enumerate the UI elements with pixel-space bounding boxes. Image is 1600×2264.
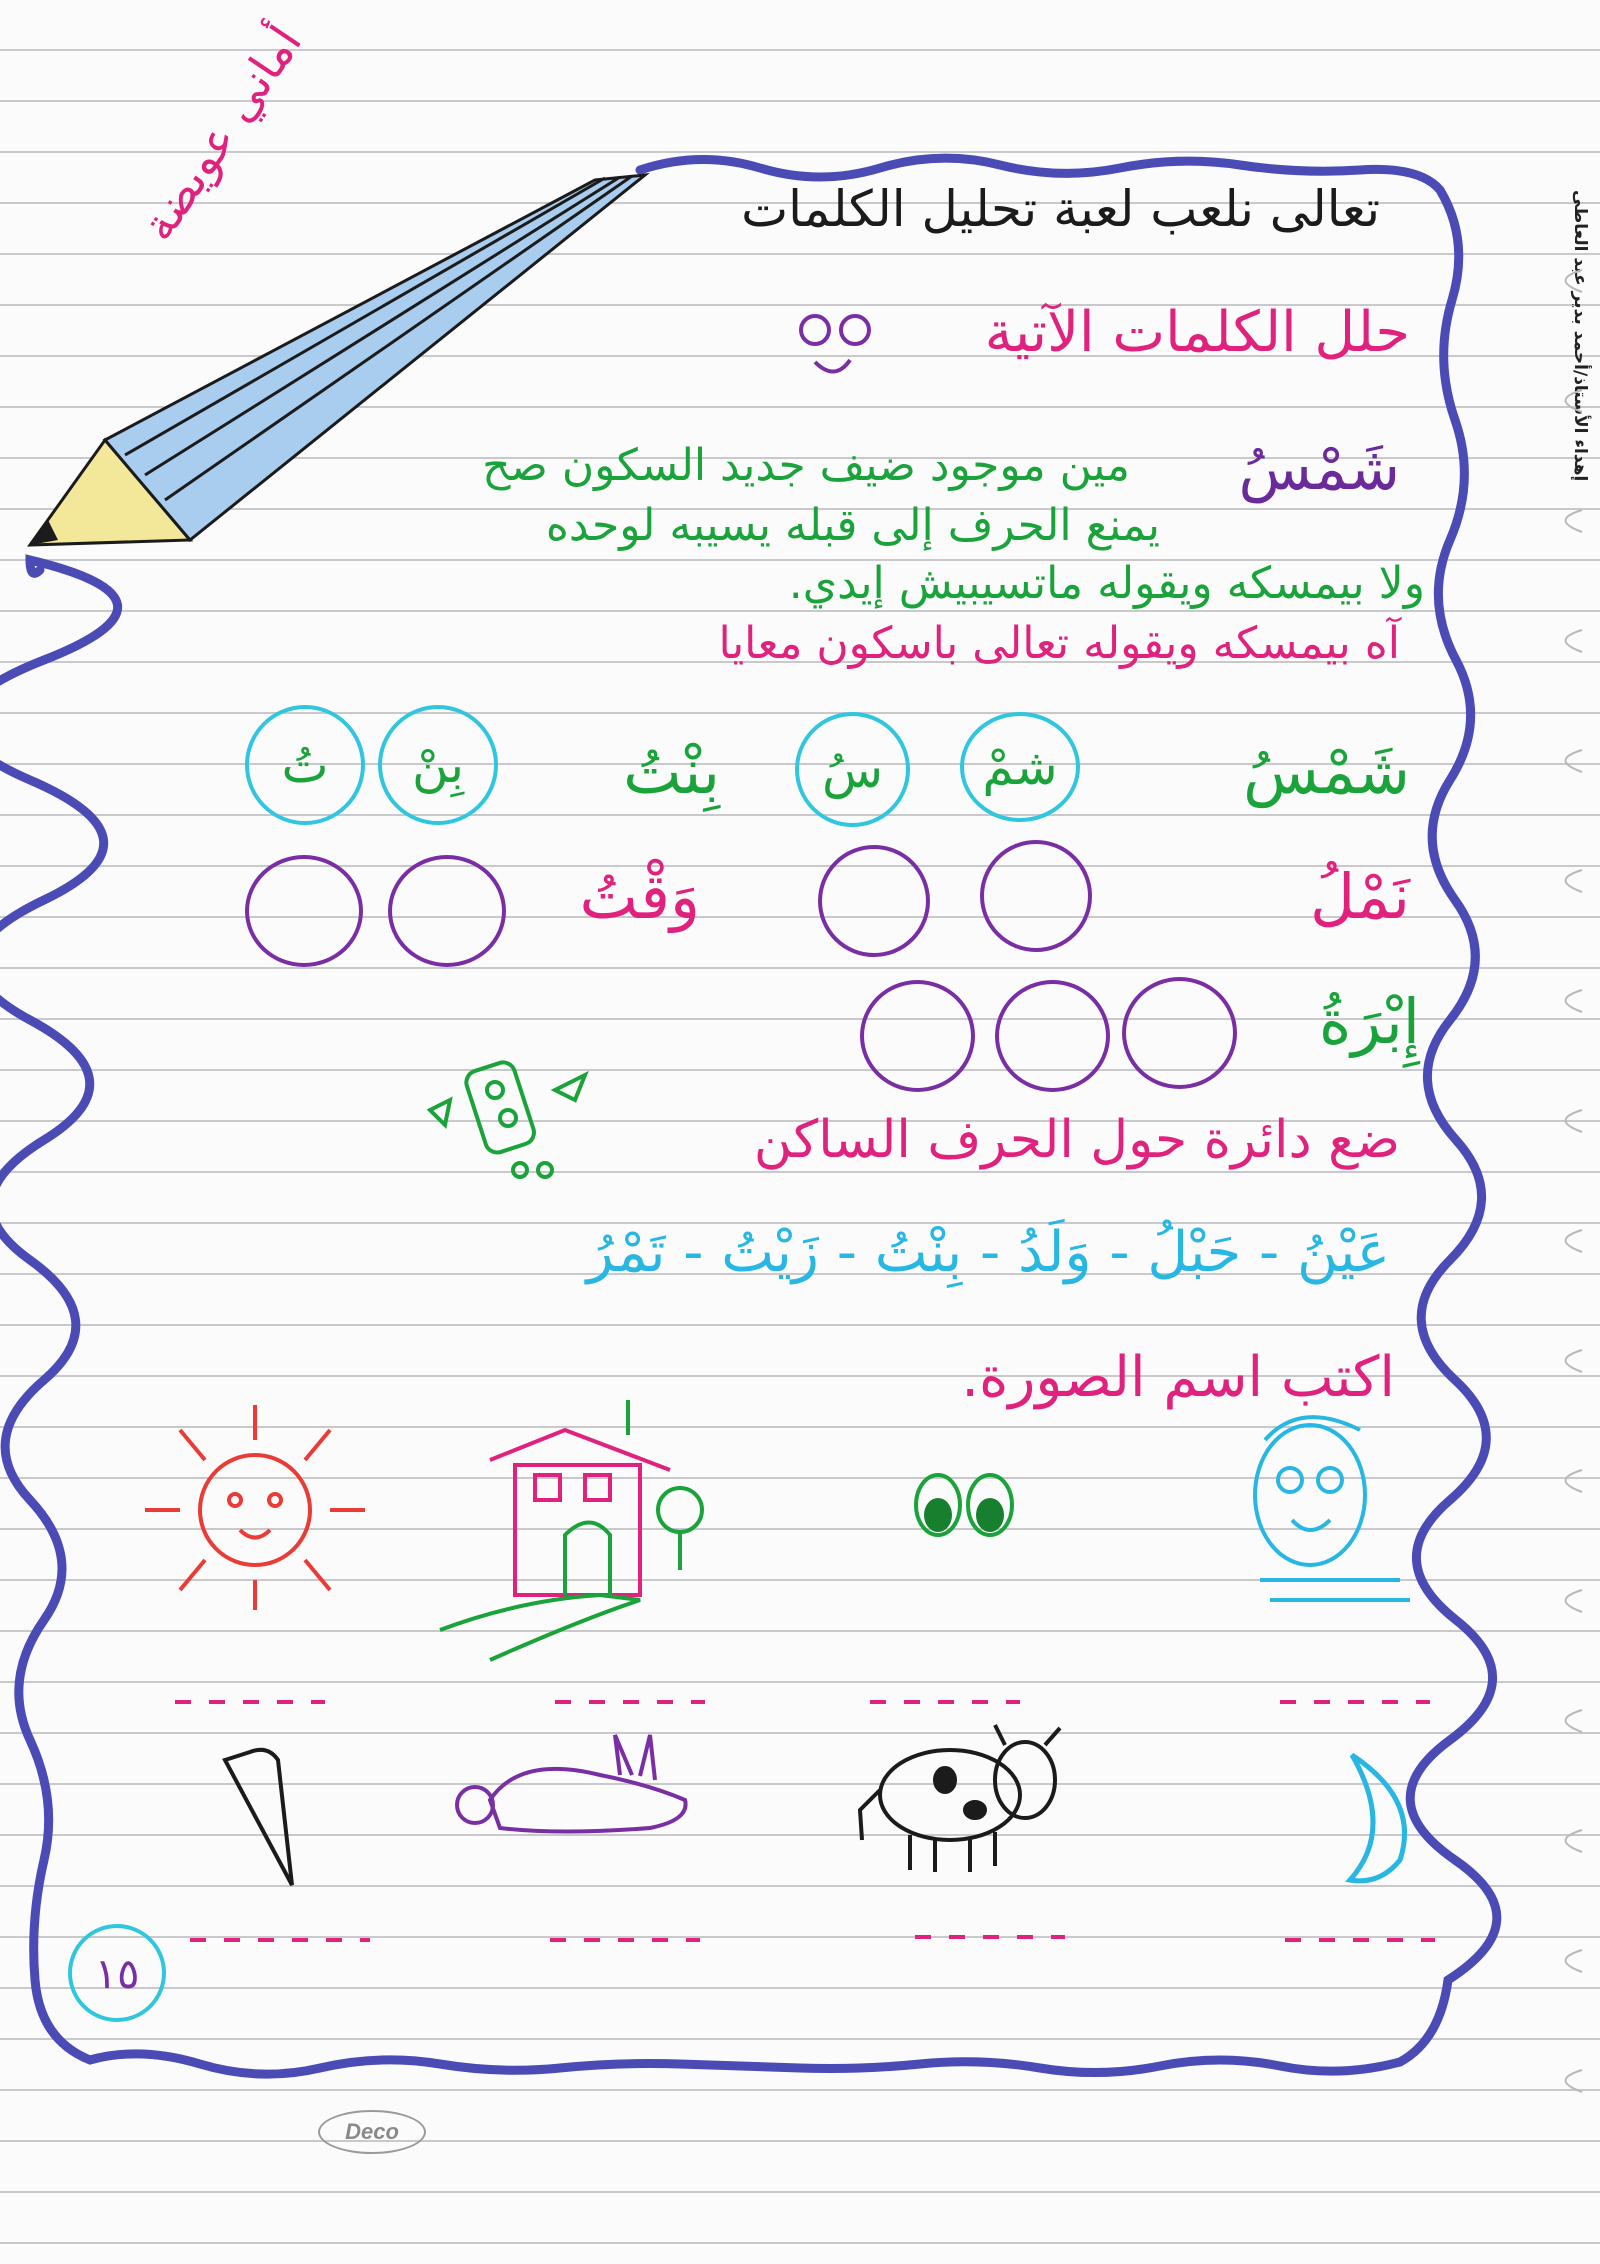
cow-icon	[860, 1725, 1060, 1872]
face-icon	[1255, 1417, 1410, 1600]
analysis-circle-5-1[interactable]	[1122, 977, 1237, 1089]
page-number: ١٥	[68, 1924, 166, 2022]
binder-holes	[1544, 60, 1584, 2160]
author-name: أماني عويضة	[130, 16, 313, 251]
analysis-circle-4-2[interactable]	[245, 855, 363, 967]
instruction-circle: ضع دائرة حول الحرف الساكن	[753, 1110, 1400, 1170]
analysis-word-5: إِبْرَةُ	[1318, 985, 1420, 1058]
answer-line-eyes[interactable]	[870, 1700, 1020, 1704]
instruction-analyze: حلل الكلمات الآتية	[984, 300, 1410, 365]
sun-icon	[145, 1405, 365, 1610]
rocket-icon	[430, 1059, 585, 1177]
needle-icon	[225, 1750, 292, 1885]
lesson-line-1: مين موجود ضيف جديد السكون صح	[482, 440, 1130, 491]
answer-line-house[interactable]	[555, 1700, 705, 1704]
eyes-icon	[916, 1475, 1012, 1535]
lesson-line-3: ولا بيمسكه ويقوله ماتسيبيش إيدي.	[788, 558, 1425, 609]
answer-line-rabbit[interactable]	[550, 1938, 700, 1942]
instruction-write: اكتب اسم الصورة.	[961, 1345, 1395, 1410]
lesson-line-4: آه بيمسكه ويقوله تعالى باسكون معايا	[718, 618, 1400, 669]
moon-icon	[1350, 1755, 1405, 1881]
lesson-word: شَمْسُ	[1238, 434, 1400, 504]
analysis-word-4: وَقْتُ	[579, 860, 700, 933]
analysis-circle-4-1[interactable]	[388, 855, 506, 967]
answer-line-face[interactable]	[1280, 1700, 1430, 1704]
answer-line-cow[interactable]	[915, 1935, 1065, 1939]
analysis-word-1: شَمْسُ	[1243, 735, 1410, 808]
analysis-part-2-1: بِنْ	[378, 705, 498, 825]
answer-line-moon[interactable]	[1285, 1938, 1435, 1942]
rabbit-icon	[457, 1735, 686, 1832]
notebook-brand: Deco	[318, 2110, 426, 2154]
answer-line-needle[interactable]	[190, 1938, 370, 1942]
house-icon	[440, 1400, 702, 1660]
lesson-line-2: يمنع الحرف إلى قبله يسيبه لوحده	[545, 500, 1160, 551]
analysis-circle-5-3[interactable]	[860, 980, 975, 1092]
smiley-icon	[801, 316, 869, 372]
analysis-word-2: بِنْتُ	[623, 735, 720, 808]
analysis-circle-3-1[interactable]	[980, 840, 1092, 952]
analysis-part-1-2: سُ	[795, 712, 910, 827]
analysis-part-2-2: تُ	[245, 705, 365, 825]
analysis-circle-5-2[interactable]	[995, 980, 1110, 1092]
credit-note: إهداء الأستاذ/أحمد بدير عبد العاطى	[1570, 190, 1590, 482]
analysis-part-1-1: شمْ	[960, 712, 1080, 822]
answer-line-sun[interactable]	[175, 1700, 325, 1704]
sukun-words: عَيْنُ - حَبْلُ - وَلَدُ - بِنْتُ - زَيْتُ - تَمْرُ	[586, 1220, 1390, 1285]
page-title: تعالى نلعب لعبة تحليل الكلمات	[741, 180, 1380, 238]
analysis-word-3: نَمْلُ	[1309, 860, 1410, 933]
analysis-circle-3-2[interactable]	[818, 845, 930, 957]
